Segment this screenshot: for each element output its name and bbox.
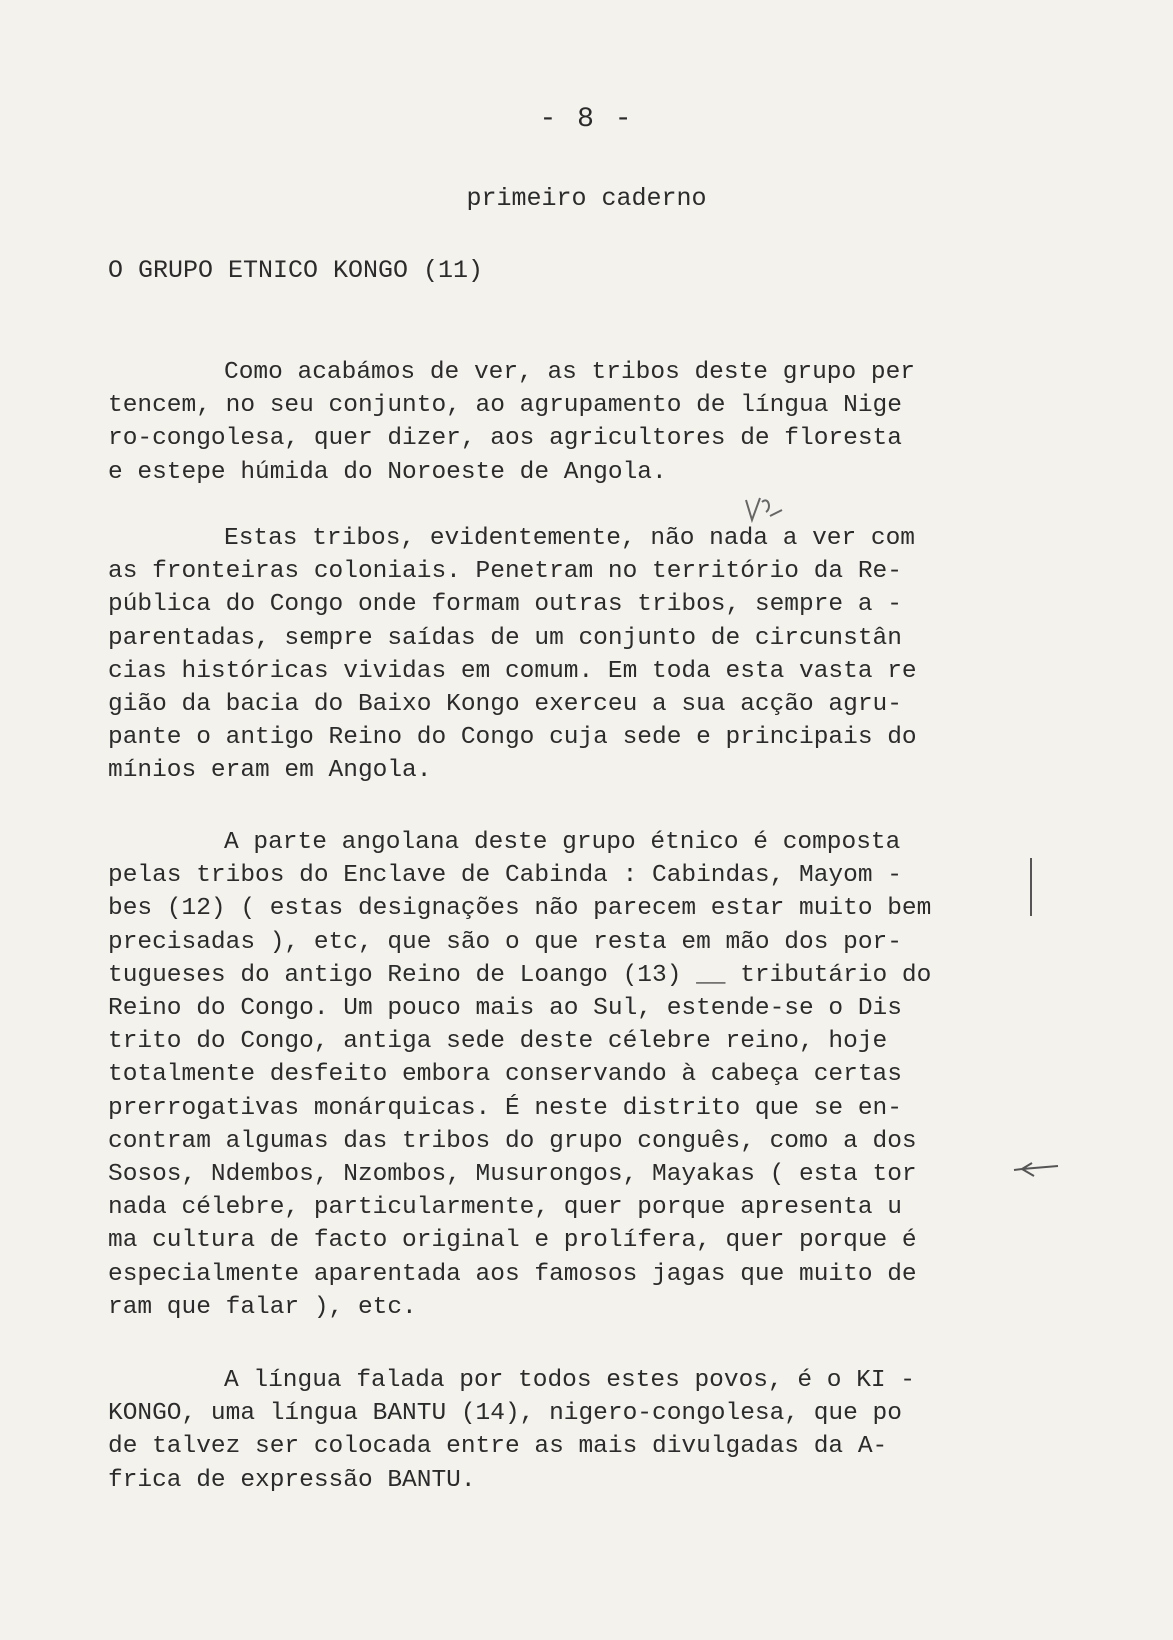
text-line: Reino do Congo. Um pouco mais ao Sul, estende-se o Dis [108, 995, 902, 1023]
text-line: mínios eram em Angola. [108, 757, 432, 785]
text-line: Sosos, Ndembos, Nzombos, Musurongos, Mayakas ( esta tor [108, 1161, 917, 1189]
text-line: cias históricas vividas em comum. Em toda esta vasta re [108, 657, 917, 685]
text-line: gião da bacia do Baixo Kongo exerceu a sua acção agru- [108, 691, 902, 719]
text-line: bes (12) ( estas designações não parecem estar muito bem [108, 895, 932, 923]
text-line: A parte angolana deste grupo étnico é composta [224, 829, 901, 856]
text-line: Como acabámos de ver, as tribos deste grupo per [224, 359, 916, 386]
text-line: frica de expressão BANTU. [108, 1466, 476, 1494]
paragraph-4 [108, 1364, 1008, 1497]
text-line: ro-congolesa, quer dizer, aos agricultores de floresta [108, 425, 902, 453]
page-number: - 8 - [539, 104, 634, 135]
text-line: contram algumas das tribos do grupo conguês, como a dos [108, 1127, 917, 1155]
text-line: e estepe húmida do Noroeste de Angola. [108, 458, 667, 486]
handwritten-correction-icon [742, 490, 788, 526]
text-line: parentadas, sempre saídas de um conjunto de circunstân [108, 624, 902, 652]
arrow-mark-icon [1012, 1160, 1060, 1180]
paragraph-3 [108, 826, 1008, 1324]
paragraph-2 [108, 522, 1008, 788]
text-line: de talvez ser colocada entre as mais divulgadas da A- [108, 1433, 888, 1461]
text-line: trito do Congo, antiga sede deste célebre reino, hoje [108, 1028, 888, 1056]
margin-bar-mark [1030, 858, 1032, 916]
text-line: especialmente aparentada aos famosos jagas que muito de [108, 1260, 917, 1288]
chapter-heading: O GRUPO ETNICO KONGO (11) [108, 256, 484, 285]
text-line: Estas tribos, evidentemente, não nada a ver com [224, 525, 916, 552]
text-line: pelas tribos do Enclave de Cabinda : Cabindas, Mayom - [108, 862, 902, 890]
text-line: prerrogativas monárquicas. É neste distrito que se en- [108, 1094, 902, 1122]
section-subtitle: primeiro caderno [466, 184, 707, 213]
text-line: tencem, no seu conjunto, ao agrupamento de língua Nige [108, 392, 902, 420]
text-line: nada célebre, particularmente, quer porque apresenta u [108, 1194, 902, 1222]
text-line: precisadas ), etc, que são o que resta em mão dos por- [108, 928, 902, 956]
text-line: pante o antigo Reino do Congo cuja sede e principais do [108, 724, 917, 752]
text-line: KONGO, uma língua BANTU (14), nigero-congolesa, que po [108, 1400, 902, 1428]
text-line: ma cultura de facto original e prolífera, quer porque é [108, 1227, 917, 1255]
text-line: as fronteiras coloniais. Penetram no território da Re- [108, 558, 902, 586]
text-line: totalmente desfeito embora conservando à cabeça certas [108, 1061, 902, 1089]
text-line: tugueses do antigo Reino de Loango (13) __ tributário do [108, 961, 932, 989]
text-line: A língua falada por todos estes povos, é o KI - [224, 1367, 916, 1394]
text-line: ram que falar ), etc. [108, 1293, 417, 1321]
paragraph-1 [108, 356, 1008, 489]
text-line: pública do Congo onde formam outras tribos, sempre a - [108, 591, 902, 619]
